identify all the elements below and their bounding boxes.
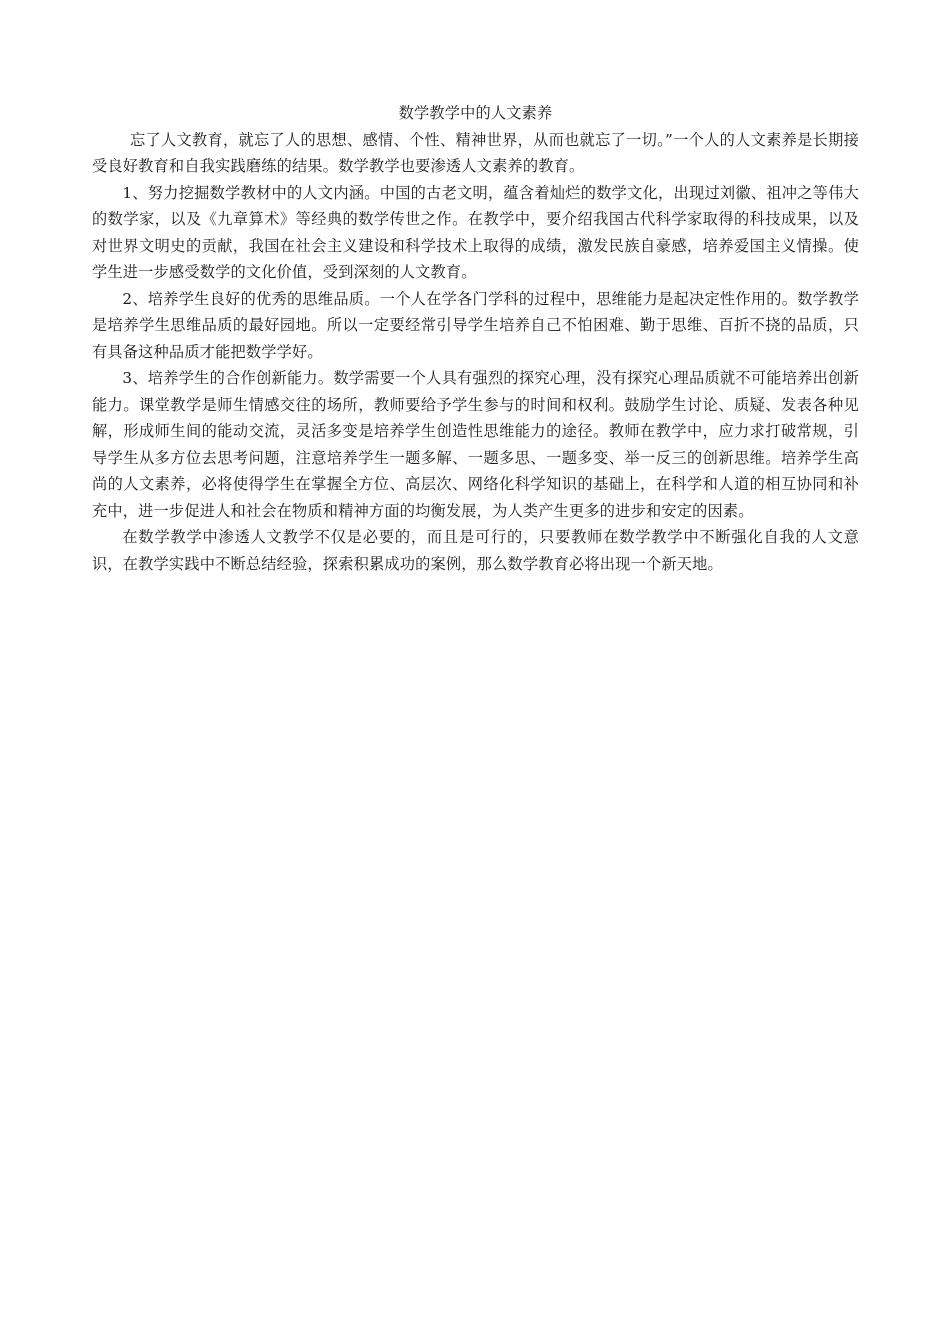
paragraph-conclusion: 在数学教学中渗透人文教学不仅是必要的，而且是可行的，只要教师在数学教学中不断强化自我的人文意识，在教学实践中不断总结经验，探索积累成功的案例，那么数学教育必将出现一个新天地。 [92, 528, 859, 573]
document-title: 数学教学中的人文素养 [398, 104, 553, 122]
paragraph-intro: 忘了人文教育，就忘了人的思想、感情、个性、精神世界，从而也就忘了一切。”一个人的人文素养是长期接受良好教育和自我实践磨练的结果。数学教学也要渗透人文素养的教育。 [92, 130, 859, 175]
paragraph-point-2: 2、培养学生良好的优秀的思维品质。一个人在学各门学科的过程中，思维能力是起决定性作用的。数学教学是培养学生思维品质的最好园地。所以一定要经常引导学生培养自己不怕困难、勤于思维、百折不挠的品质，只有具备这种品质才能把数学学好。 [92, 289, 859, 361]
paragraph-point-3: 3、培养学生的合作创新能力。数学需要一个人具有强烈的探究心理，没有探究心理品质就不可能培养出创新能力。课堂教学是师生情感交往的场所，教师要给予学生参与的时间和权利。鼓励学生讨论、质疑、发表各种见解，形成师生间的能动交流，灵活多变是培养学生创造性思维能力的途径。教师在教学中，应力求打破常规，引导学生从多方位去思考问题，注意培养学生一题多解、一题多思、一题多变、举一反三的创新思维。培养学生高尚的人文素养，必将使得学生在掌握全方位、高层次、网络化科学知识的基础上，在科学和人道的相互协同和补充中，进一步促进人和社会在物质和精神方面的均衡发展，为人类产生更多的进步和安定的因素。 [92, 369, 859, 520]
paragraph-point-1: 1、努力挖掘数学教材中的人文内涵。中国的古老文明，蕴含着灿烂的数学文化，出现过刘徽、祖冲之等伟大的数学家，以及《九章算术》等经典的数学传世之作。在教学中，要介绍我国古代科学家取得的科技成果，以及对世界文明史的贡献，我国在社会主义建设和科学技术上取得的成绩，激发民族自豪感，培养爱国主义情操。使学生进一步感受数学的文化价值，受到深刻的人文教育。 [92, 183, 859, 281]
document-body [92, 100, 859, 577]
